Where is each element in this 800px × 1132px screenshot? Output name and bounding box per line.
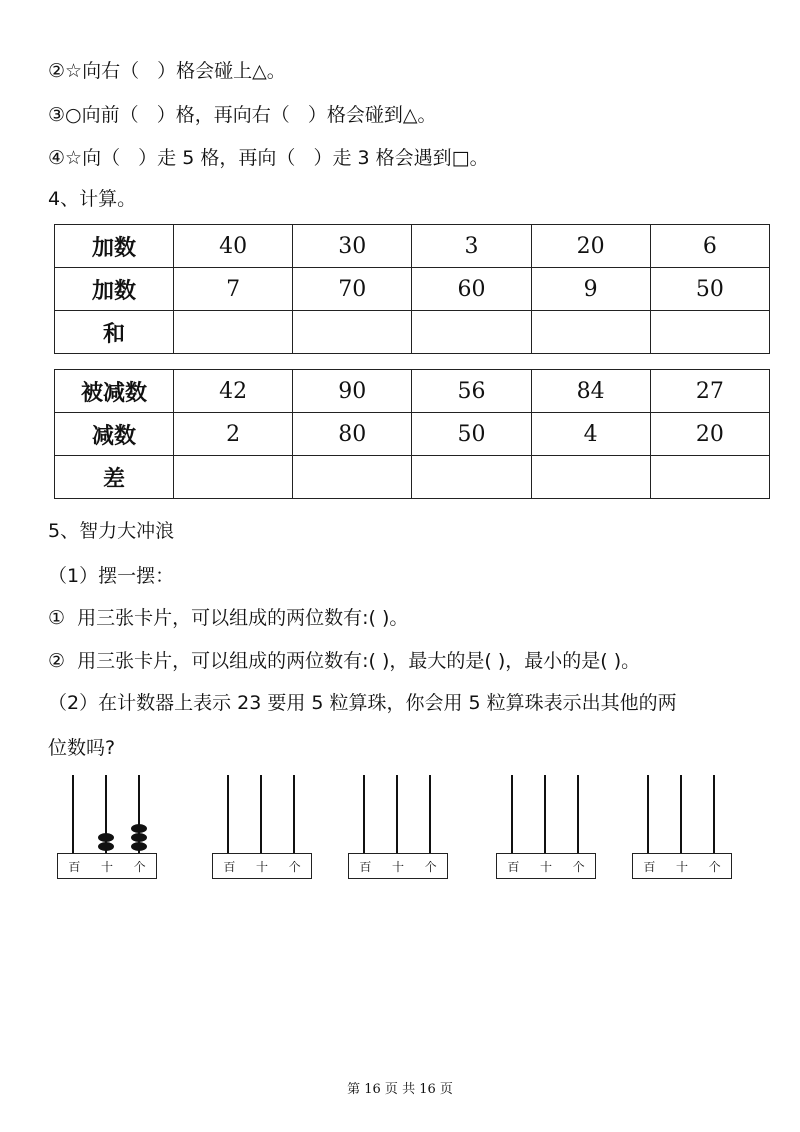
label-ones: 个	[424, 859, 437, 874]
answer-cell[interactable]	[531, 456, 650, 499]
row-header: 和	[55, 311, 174, 354]
table-cell: 80	[293, 413, 412, 456]
subsection-2-text-cont: 位数吗?	[48, 737, 116, 759]
rod-hundreds	[647, 775, 649, 853]
label-ones: 个	[288, 859, 301, 874]
abacus-base	[57, 853, 157, 879]
table-row	[55, 225, 770, 268]
row-header: 加数	[55, 225, 174, 268]
subtraction-table	[54, 369, 770, 499]
abacus-blank[interactable]	[496, 775, 596, 880]
table-cell: 42	[174, 370, 293, 413]
rod-hundreds	[363, 775, 365, 853]
table-cell: 70	[293, 268, 412, 311]
rod-tens	[680, 775, 682, 853]
table-cell: 20	[531, 225, 650, 268]
rod-hundreds	[511, 775, 513, 853]
card-question-2: ② 用三张卡片，可以组成的两位数有:( )，最大的是( )，最小的是( )。	[48, 650, 641, 672]
label-hundreds: 百	[223, 859, 236, 874]
answer-cell[interactable]	[293, 311, 412, 354]
table-cell: 60	[412, 268, 531, 311]
table-row	[55, 370, 770, 413]
table-cell: 30	[293, 225, 412, 268]
rod-hundreds	[227, 775, 229, 853]
table-cell: 20	[650, 413, 769, 456]
rod-hundreds	[72, 775, 74, 853]
bead	[98, 842, 114, 851]
bead	[131, 833, 147, 842]
abacus-base	[632, 853, 732, 879]
label-tens: 十	[675, 859, 688, 874]
page-footer: 第 16 页 共 16 页	[347, 1082, 453, 1097]
table-cell: 50	[650, 268, 769, 311]
rod-ones	[577, 775, 579, 853]
table-cell: 2	[174, 413, 293, 456]
table-row	[55, 268, 770, 311]
section-4-title: 4、计算。	[48, 188, 137, 210]
table-cell: 56	[412, 370, 531, 413]
rod-ones	[293, 775, 295, 853]
rod-ones	[429, 775, 431, 853]
abacus-blank[interactable]	[632, 775, 732, 880]
table-cell: 6	[650, 225, 769, 268]
answer-cell[interactable]	[650, 311, 769, 354]
rod-tens	[544, 775, 546, 853]
table-row	[55, 413, 770, 456]
abacus-base	[212, 853, 312, 879]
table-row	[55, 456, 770, 499]
bead	[131, 824, 147, 833]
subsection-2-text: （2）在计数器上表示 23 要用 5 粒算珠，你会用 5 粒算珠表示出其他的两	[48, 692, 677, 714]
bead	[98, 833, 114, 842]
label-tens: 十	[391, 859, 404, 874]
table-cell: 27	[650, 370, 769, 413]
table-cell: 84	[531, 370, 650, 413]
bead	[131, 842, 147, 851]
table-cell: 7	[174, 268, 293, 311]
label-hundreds: 百	[643, 859, 656, 874]
question-line-2-star-right: ②☆向右（ ）格会碰上△。	[48, 60, 286, 82]
abacus-blank[interactable]	[348, 775, 448, 880]
row-header: 减数	[55, 413, 174, 456]
label-hundreds: 百	[507, 859, 520, 874]
table-cell: 50	[412, 413, 531, 456]
label-hundreds: 百	[68, 859, 81, 874]
answer-cell[interactable]	[174, 456, 293, 499]
table-cell: 4	[531, 413, 650, 456]
label-ones: 个	[572, 859, 585, 874]
row-header: 加数	[55, 268, 174, 311]
rod-ones	[713, 775, 715, 853]
label-hundreds: 百	[359, 859, 372, 874]
table-cell: 3	[412, 225, 531, 268]
section-5-title: 5、智力大冲浪	[48, 520, 175, 542]
answer-cell[interactable]	[531, 311, 650, 354]
answer-cell[interactable]	[412, 311, 531, 354]
table-cell: 90	[293, 370, 412, 413]
card-question-1: ① 用三张卡片，可以组成的两位数有:( )。	[48, 607, 409, 629]
answer-cell[interactable]	[293, 456, 412, 499]
question-line-4-star: ④☆向（ ）走 5 格，再向（ ）走 3 格会遇到□。	[48, 147, 489, 169]
table-row	[55, 311, 770, 354]
row-header: 被减数	[55, 370, 174, 413]
label-tens: 十	[255, 859, 268, 874]
answer-cell[interactable]	[412, 456, 531, 499]
abacus-base	[348, 853, 448, 879]
table-cell: 40	[174, 225, 293, 268]
label-ones: 个	[708, 859, 721, 874]
label-tens: 十	[539, 859, 552, 874]
label-ones: 个	[133, 859, 146, 874]
addition-table	[54, 224, 770, 354]
answer-cell[interactable]	[174, 311, 293, 354]
rod-tens	[396, 775, 398, 853]
label-tens: 十	[100, 859, 113, 874]
abacus-blank[interactable]	[212, 775, 312, 880]
table-cell: 9	[531, 268, 650, 311]
abacus-example	[57, 775, 157, 880]
subsection-1-title: （1）摆一摆：	[48, 565, 175, 587]
rod-tens	[260, 775, 262, 853]
abacus-base	[496, 853, 596, 879]
answer-cell[interactable]	[650, 456, 769, 499]
row-header: 差	[55, 456, 174, 499]
question-line-3-circle: ③○向前（ ）格，再向右（ ）格会碰到△。	[48, 104, 437, 126]
